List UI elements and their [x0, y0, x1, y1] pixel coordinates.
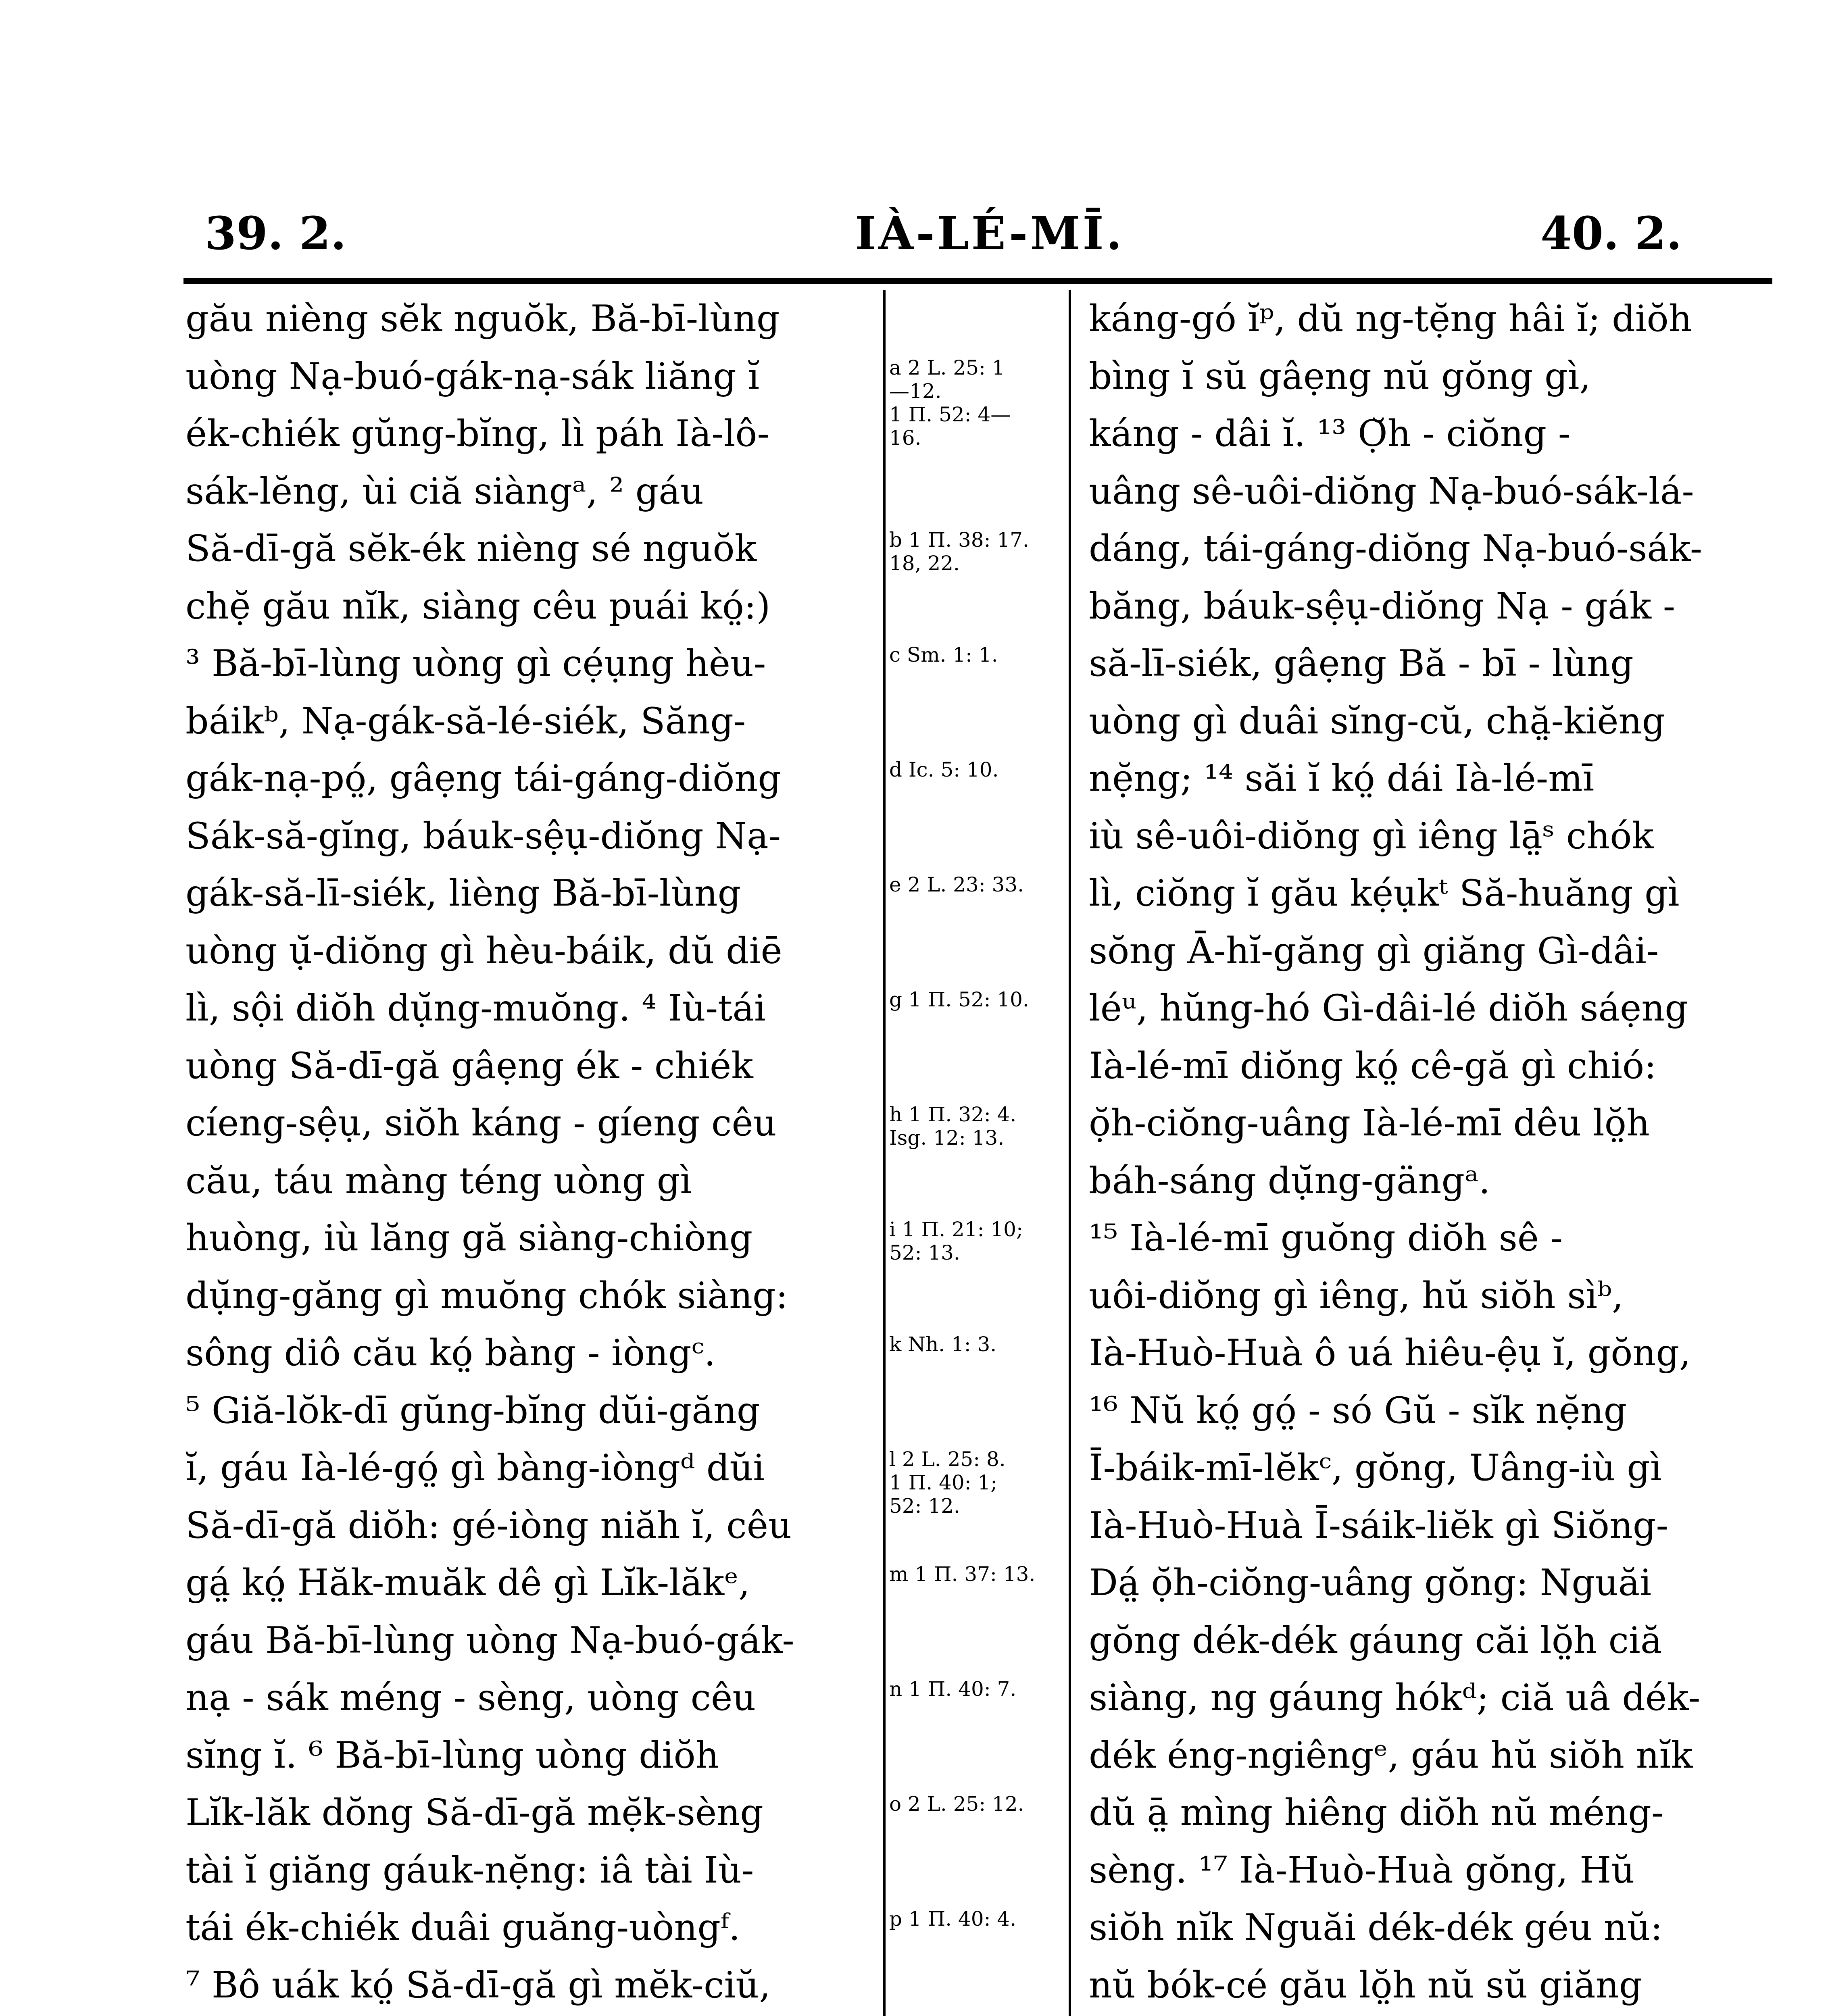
cross-reference: d Ic. 5: 10. — [889, 758, 999, 781]
text-line: báh-sáng dụ̆ng-gängᵃ. — [1089, 1159, 1490, 1202]
text-line: nạ - sák méng - sèng, uòng cêu — [186, 1677, 756, 1719]
text-line: ¹⁵ Ià-lé-mī guŏng diŏh sê - — [1089, 1217, 1563, 1259]
text-line: huòng, iù lăng gă siàng-chiòng — [186, 1217, 753, 1259]
text-line: gŏng dék-dék gáung căi lŏ̤h ciă — [1089, 1619, 1662, 1662]
text-line: sèng. ¹⁷ Ià-Huò-Huà gŏng, Hŭ — [1089, 1849, 1635, 1891]
text-line: Ià-Huò-Huà ô uá hiêu-ệụ ĭ, gŏng, — [1089, 1332, 1691, 1374]
cross-reference: i 1 П. 21: 10; 52: 13. — [889, 1218, 1023, 1264]
text-line: cău, táu màng téng uòng gì — [186, 1159, 692, 1202]
chapter-verse-left: 39. 2. — [205, 207, 346, 260]
cross-reference: g 1 П. 52: 10. — [889, 988, 1029, 1011]
cross-reference: c Sm. 1: 1. — [889, 643, 998, 666]
text-line: Ià-Huò-Huà Ī-sáik-liĕk gì Siŏng- — [1089, 1504, 1668, 1547]
text-line: gák-să-lī-siék, lièng Bă-bī-lùng — [186, 872, 741, 914]
text-line: gá̤ kó̤ Hăk-muăk dê gì Lĭk-lăkᵉ, — [186, 1562, 750, 1604]
text-line — [186, 2014, 879, 2016]
text-line: gău nièng sĕk nguŏk, Bă-bī-lùng — [186, 298, 780, 340]
text-line: gáu Bă-bī-lùng uòng Nạ-buó-gák- — [186, 1619, 794, 1662]
cross-reference: p 1 П. 40: 4. — [889, 1907, 1017, 1931]
text-line: tài ĭ giăng gáuk-nẹ̆ng: iâ tài Iù- — [186, 1849, 754, 1891]
cross-reference: k Nh. 1: 3. — [889, 1333, 997, 1356]
cross-reference: m 1 П. 37: 13. — [889, 1562, 1036, 1586]
cross-reference: a 2 L. 25: 1 —12. 1 П. 52: 4— 16. — [889, 356, 1011, 450]
text-line: uâng sê-uôi-diŏng Nạ-buó-sák-lá- — [1089, 470, 1694, 512]
text-line: siàng, ng gáung hókᵈ; ciă uâ dék- — [1089, 1677, 1701, 1719]
text-line: bìng ĭ sŭ gâẹng nŭ gŏng gì, — [1089, 355, 1591, 398]
text-line: siŏh nĭk Nguăi dék-dék géu nŭ: — [1089, 1906, 1663, 1949]
cross-reference: e 2 L. 23: 33. — [889, 873, 1024, 896]
text-line: Ī-báik-mī-lĕkᶜ, gŏng, Uâng-iù gì — [1089, 1447, 1662, 1489]
column-divider-left — [883, 290, 886, 2016]
text-line: băng, báuk-sệụ-diŏng Nạ - gák - — [1089, 585, 1676, 627]
text-line: ĭ, gáu Ià-lé-gó̤ gì bàng-iòngᵈ dŭi — [186, 1447, 765, 1489]
text-line: ⁷ Bô uák kó̤ Să-dī-gă gì mĕk-ciŭ, — [186, 1964, 771, 2006]
text-line: uòng gì duâi sĭng-cŭ, chă̤-kiĕng — [1089, 700, 1665, 742]
column-divider-right — [1069, 290, 1071, 2016]
chapter-verse-right: 40. 2. — [1540, 207, 1682, 260]
cross-reference: b 1 П. 38: 17. 18, 22. — [889, 528, 1029, 575]
cross-reference-column — [889, 290, 1065, 2016]
header-rule — [183, 278, 1772, 284]
text-line: dŭ ā̤ mìng hiêng diŏh nŭ méng- — [1089, 1791, 1664, 1834]
text-line: dék éng-ngiêngᵉ, gáu hŭ siŏh nĭk — [1089, 1734, 1693, 1776]
text-line: sŏng Ā-hĭ-găng gì giăng Gì-dâi- — [1089, 929, 1659, 972]
text-line: káng-gó ĭᵖ, dŭ ng-tẹ̆ng hâi ĭ; diŏh — [1089, 298, 1692, 340]
text-line: káng - dâi ĭ. ¹³ Ọ̆h - ciŏng - — [1089, 412, 1571, 455]
text-line: ³ Bă-bī-lùng uòng gì cẹ́ụng hèu- — [186, 642, 766, 685]
text-line: dụ̆ng-găng gì muŏng chók siàng: — [186, 1274, 788, 1317]
text-line: dáng, tái-gáng-diŏng Nạ-buó-sák- — [1089, 527, 1703, 570]
text-line: Dá̤ ọ̆h-ciŏng-uâng gŏng: Nguăi — [1089, 1562, 1652, 1604]
text-line: tái ék-chiék duâi guăng-uòngᶠ. — [186, 1906, 740, 1949]
text-line: ¹⁶ Nŭ kó̤ gó̤ - só Gŭ - sĭk nẹ̆ng — [1089, 1389, 1627, 1432]
text-line: uòng ụ̆-diŏng gì hèu-báik, dŭ diē — [186, 929, 782, 972]
text-line: Să-dī-gă diŏh: gé-iòng niăh ĭ, cêu — [186, 1504, 792, 1547]
text-line: Sák-să-gĭng, báuk-sệụ-diŏng Nạ- — [186, 814, 781, 857]
text-line: nẹ̆ng; ¹⁴ săi ĭ kó̤ dái Ià-lé-mī — [1089, 757, 1595, 800]
cross-reference: h 1 П. 32: 4. Isg. 12: 13. — [889, 1103, 1017, 1150]
cross-reference: o 2 L. 25: 12. — [889, 1792, 1024, 1816]
text-line: ék-chiék gŭng-bĭng, lì páh Ià-lô- — [186, 412, 769, 455]
text-line: sĭng ĭ. ⁶ Bă-bī-lùng uòng diŏh — [186, 1734, 719, 1776]
text-line: Lĭk-lăk dŏng Să-dī-gă mẹ̆k-sèng — [186, 1791, 763, 1834]
running-title: IÀ-LÉ-MĪ. — [855, 207, 1124, 260]
text-line: lì, ciŏng ĭ gău kẹ́ụkᵗ Să-huăng gì — [1089, 872, 1680, 914]
cross-reference: n 1 П. 40: 7. — [889, 1677, 1017, 1701]
text-line: lì, sội diŏh dụ̆ng-muŏng. ⁴ Iù-tái — [186, 987, 766, 1029]
text-line: cíeng-sệụ, siŏh káng - gíeng cêu — [186, 1102, 777, 1144]
text-line: iù sê-uôi-diŏng gì iêng lā̤ˢ chók — [1089, 814, 1654, 857]
text-line: chẹ̆ gău nĭk, siàng cêu puái kó̤:) — [186, 585, 771, 627]
text-line: uôi-diŏng gì iêng, hŭ siŏh sìᵇ, — [1089, 1274, 1624, 1317]
text-line: báikᵇ, Nạ-gák-să-lé-siék, Săng- — [186, 700, 746, 742]
text-line: ọ̆h-ciŏng-uâng Ià-lé-mī dêu lŏ̤h — [1089, 1102, 1650, 1144]
text-line: Ià-lé-mī diŏng kó̤ cê-gă gì chió: — [1089, 1044, 1657, 1087]
right-text-column — [1089, 290, 1774, 2016]
text-line: sông diô cău kó̤ bàng - iòngᶜ. — [186, 1332, 716, 1374]
cross-reference: l 2 L. 25: 8. 1 П. 40: 1; 52: 12. — [889, 1447, 1006, 1518]
text-line: nŭ bók-cé gău lŏ̤h nŭ sŭ giăng — [1089, 1964, 1642, 2006]
text-line: sák-lĕng, ùi ciă siàngᵃ, ² gáu — [186, 470, 704, 512]
text-line: ⁵ Giă-lŏk-dī gŭng-bĭng dŭi-găng — [186, 1389, 760, 1432]
text-line: léᵘ, hŭng-hó Gì-dâi-lé diŏh sáẹng — [1089, 987, 1688, 1029]
text-line — [1089, 2014, 1774, 2016]
text-line: să-lī-siék, gâẹng Bă - bī - lùng — [1089, 642, 1634, 685]
text-line: uòng Nạ-buó-gák-nạ-sák liăng ĭ — [186, 355, 760, 398]
text-line: uòng Să-dī-gă gâẹng ék - chiék — [186, 1044, 753, 1087]
text-line: Să-dī-gă sĕk-ék nièng sé nguŏk — [186, 527, 757, 570]
text-line: gák-nạ-pó̤, gâẹng tái-gáng-diŏng — [186, 757, 781, 800]
left-text-column — [186, 290, 879, 2016]
